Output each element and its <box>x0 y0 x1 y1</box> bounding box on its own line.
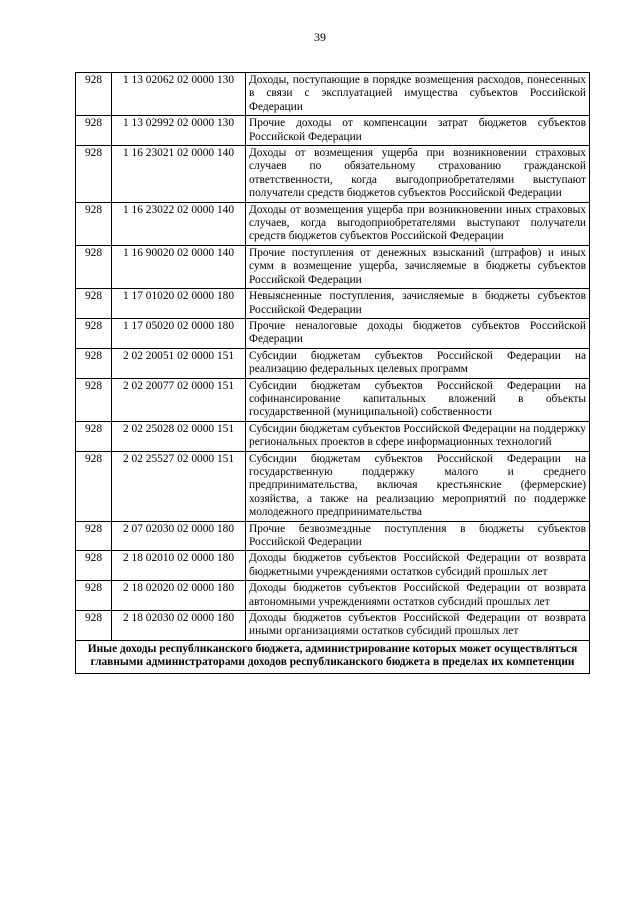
revenue-name-cell: Невыясненные поступления, зачисляемые в бюджеты субъектов Российской Федерации <box>246 289 590 319</box>
revenue-codes-table <box>75 72 590 674</box>
admin-code-cell: 928 <box>76 611 112 641</box>
table-row <box>76 116 590 146</box>
revenue-code-cell: 1 16 23021 02 0000 140 <box>112 146 246 203</box>
revenue-name-cell: Доходы бюджетов субъектов Российской Федерации от возврата иными организациями остатков субсидий прошлых лет <box>246 611 590 641</box>
table-row <box>76 289 590 319</box>
table-row <box>76 73 590 116</box>
revenue-name-cell: Доходы бюджетов субъектов Российской Федерации от возврата автономными учреждениями остатков субсидий прошлых лет <box>246 581 590 611</box>
table-row <box>76 551 590 581</box>
admin-code-cell: 928 <box>76 551 112 581</box>
table-row <box>76 318 590 348</box>
revenue-code-cell: 1 13 02062 02 0000 130 <box>112 73 246 116</box>
table-row <box>76 581 590 611</box>
revenue-name-cell: Прочие доходы от компенсации затрат бюджетов субъектов Российской Федерации <box>246 116 590 146</box>
table-row <box>76 146 590 203</box>
revenue-code-cell: 2 18 02010 02 0000 180 <box>112 551 246 581</box>
admin-code-cell: 928 <box>76 378 112 421</box>
revenue-name-cell: Доходы от возмещения ущерба при возникновении иных страховых случаев, когда выгодоприобретателями выступают получатели средств бюджетов субъектов Российской Федерации <box>246 202 590 245</box>
admin-code-cell: 928 <box>76 521 112 551</box>
revenue-code-cell: 2 02 20051 02 0000 151 <box>112 348 246 378</box>
table-body <box>76 73 590 641</box>
section-heading-row <box>76 640 590 673</box>
revenue-code-cell: 2 18 02020 02 0000 180 <box>112 581 246 611</box>
table-row <box>76 521 590 551</box>
revenue-name-cell: Доходы, поступающие в порядке возмещения расходов, понесенных в связи с эксплуатацией имущества субъектов Российской Федерации <box>246 73 590 116</box>
revenue-code-cell: 2 02 25527 02 0000 151 <box>112 451 246 521</box>
table-row <box>76 421 590 451</box>
table-row <box>76 451 590 521</box>
admin-code-cell: 928 <box>76 73 112 116</box>
revenue-code-cell: 1 16 23022 02 0000 140 <box>112 202 246 245</box>
table-row <box>76 348 590 378</box>
table-row <box>76 245 590 288</box>
admin-code-cell: 928 <box>76 146 112 203</box>
page-number: 39 <box>314 30 326 44</box>
admin-code-cell: 928 <box>76 581 112 611</box>
table-row <box>76 202 590 245</box>
revenue-code-cell: 2 02 20077 02 0000 151 <box>112 378 246 421</box>
revenue-code-cell: 1 16 90020 02 0000 140 <box>112 245 246 288</box>
revenue-code-cell: 2 07 02030 02 0000 180 <box>112 521 246 551</box>
revenue-name-cell: Субсидии бюджетам субъектов Российской Федерации на поддержку региональных проектов в сфере информационных технологий <box>246 421 590 451</box>
revenue-name-cell: Доходы бюджетов субъектов Российской Федерации от возврата бюджетными учреждениями остатков субсидий прошлых лет <box>246 551 590 581</box>
admin-code-cell: 928 <box>76 451 112 521</box>
revenue-code-cell: 2 18 02030 02 0000 180 <box>112 611 246 641</box>
table-row <box>76 611 590 641</box>
revenue-name-cell: Субсидии бюджетам субъектов Российской Федерации на софинансирование капитальных вложений в объекты государственной (муниципальной) собственности <box>246 378 590 421</box>
revenue-code-cell: 1 13 02992 02 0000 130 <box>112 116 246 146</box>
table-row <box>76 378 590 421</box>
revenue-name-cell: Прочие безвозмездные поступления в бюджеты субъектов Российской Федерации <box>246 521 590 551</box>
admin-code-cell: 928 <box>76 421 112 451</box>
revenue-code-cell: 1 17 01020 02 0000 180 <box>112 289 246 319</box>
admin-code-cell: 928 <box>76 202 112 245</box>
admin-code-cell: 928 <box>76 348 112 378</box>
revenue-name-cell: Доходы от возмещения ущерба при возникновении страховых случаев по обязательному страхованию гражданской ответственности, когда выгодоприобретателями выступают получатели средств бюджетов субъектов Российской Федерации <box>246 146 590 203</box>
admin-code-cell: 928 <box>76 245 112 288</box>
admin-code-cell: 928 <box>76 318 112 348</box>
revenue-name-cell: Субсидии бюджетам субъектов Российской Федерации на государственную поддержку малого и среднего предпринимательства, включая крестьянские (фермерские) хозяйства, а также на реализацию мероприятий по поддержке молодежного предпринимательства <box>246 451 590 521</box>
revenue-name-cell: Прочие неналоговые доходы бюджетов субъектов Российской Федерации <box>246 318 590 348</box>
admin-code-cell: 928 <box>76 116 112 146</box>
section-heading: Иные доходы республиканского бюджета, администрирование которых может осуществляться главными администраторами доходов республиканского бюджета в пределах их компетенции <box>76 640 590 673</box>
revenue-code-cell: 1 17 05020 02 0000 180 <box>112 318 246 348</box>
revenue-code-cell: 2 02 25028 02 0000 151 <box>112 421 246 451</box>
revenue-name-cell: Прочие поступления от денежных взысканий (штрафов) и иных сумм в возмещение ущерба, зачисляемые в бюджеты субъектов Российской Федерации <box>246 245 590 288</box>
revenue-name-cell: Субсидии бюджетам субъектов Российской Федерации на реализацию федеральных целевых программ <box>246 348 590 378</box>
admin-code-cell: 928 <box>76 289 112 319</box>
